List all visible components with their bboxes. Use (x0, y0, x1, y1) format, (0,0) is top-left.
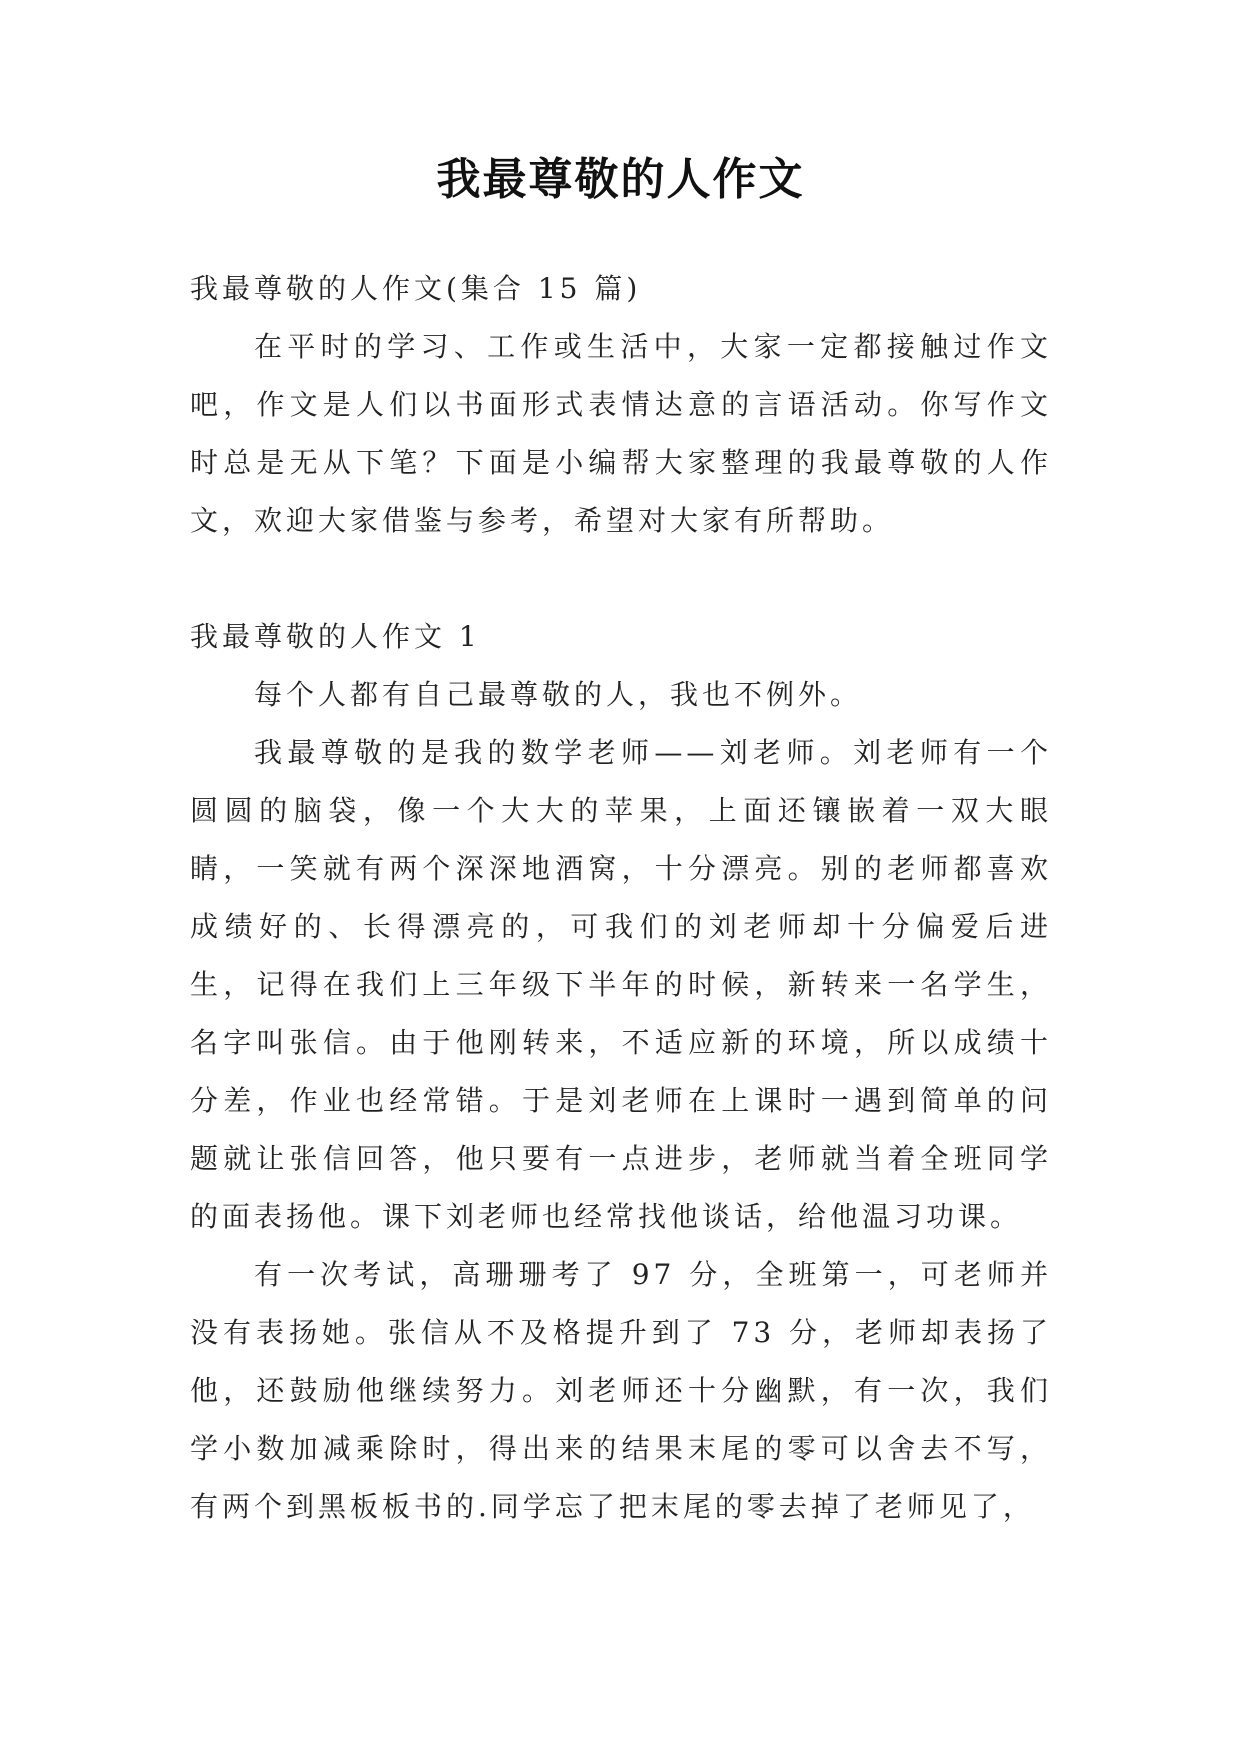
section-paragraph: 每个人都有自己最尊敬的人，我也不例外。 (254, 678, 863, 711)
section-gap (190, 550, 1052, 608)
document-body (190, 260, 1052, 1536)
document-title: 我最尊敬的人作文 (436, 154, 805, 205)
document-subtitle: 我最尊敬的人作文(集合 15 篇) (190, 272, 642, 305)
section-paragraph: 有一次考试，高珊珊考了 97 分，全班第一，可老师并没有表扬她。张信从不及格提升到了 73 分，老师却表扬了他，还鼓励他继续努力。刘老师还十分幽默，有一次，我们学小数加减乘除时，得出来的结果末尾的零可以舍去不写，有两个到黑板板书的.同学忘了把末尾的零去掉了老师见了， (190, 1258, 1052, 1523)
intro-paragraph: 在平时的学习、工作或生活中，大家一定都接触过作文吧，作文是人们以书面形式表情达意的言语活动。你写作文时总是无从下笔？下面是小编帮大家整理的我最尊敬的人作文，欢迎大家借鉴与参考，希望对大家有所帮助。 (190, 330, 1052, 537)
section-paragraph: 我最尊敬的是我的数学老师——刘老师。刘老师有一个圆圆的脑袋，像一个大大的苹果，上面还镶嵌着一双大眼睛，一笑就有两个深深地酒窝，十分漂亮。别的老师都喜欢成绩好的、长得漂亮的，可我们的刘老师却十分偏爱后进生，记得在我们上三年级下半年的时候，新转来一名学生，名字叫张信。由于他刚转来，不适应新的环境，所以成绩十分差，作业也经常错。于是刘老师在上课时一遇到简单的问题就让张信回答，他只要有一点进步，老师就当着全班同学的面表扬他。课下刘老师也经常找他谈话，给他温习功课。 (190, 736, 1052, 1233)
section-heading: 我最尊敬的人作文 1 (190, 620, 481, 653)
